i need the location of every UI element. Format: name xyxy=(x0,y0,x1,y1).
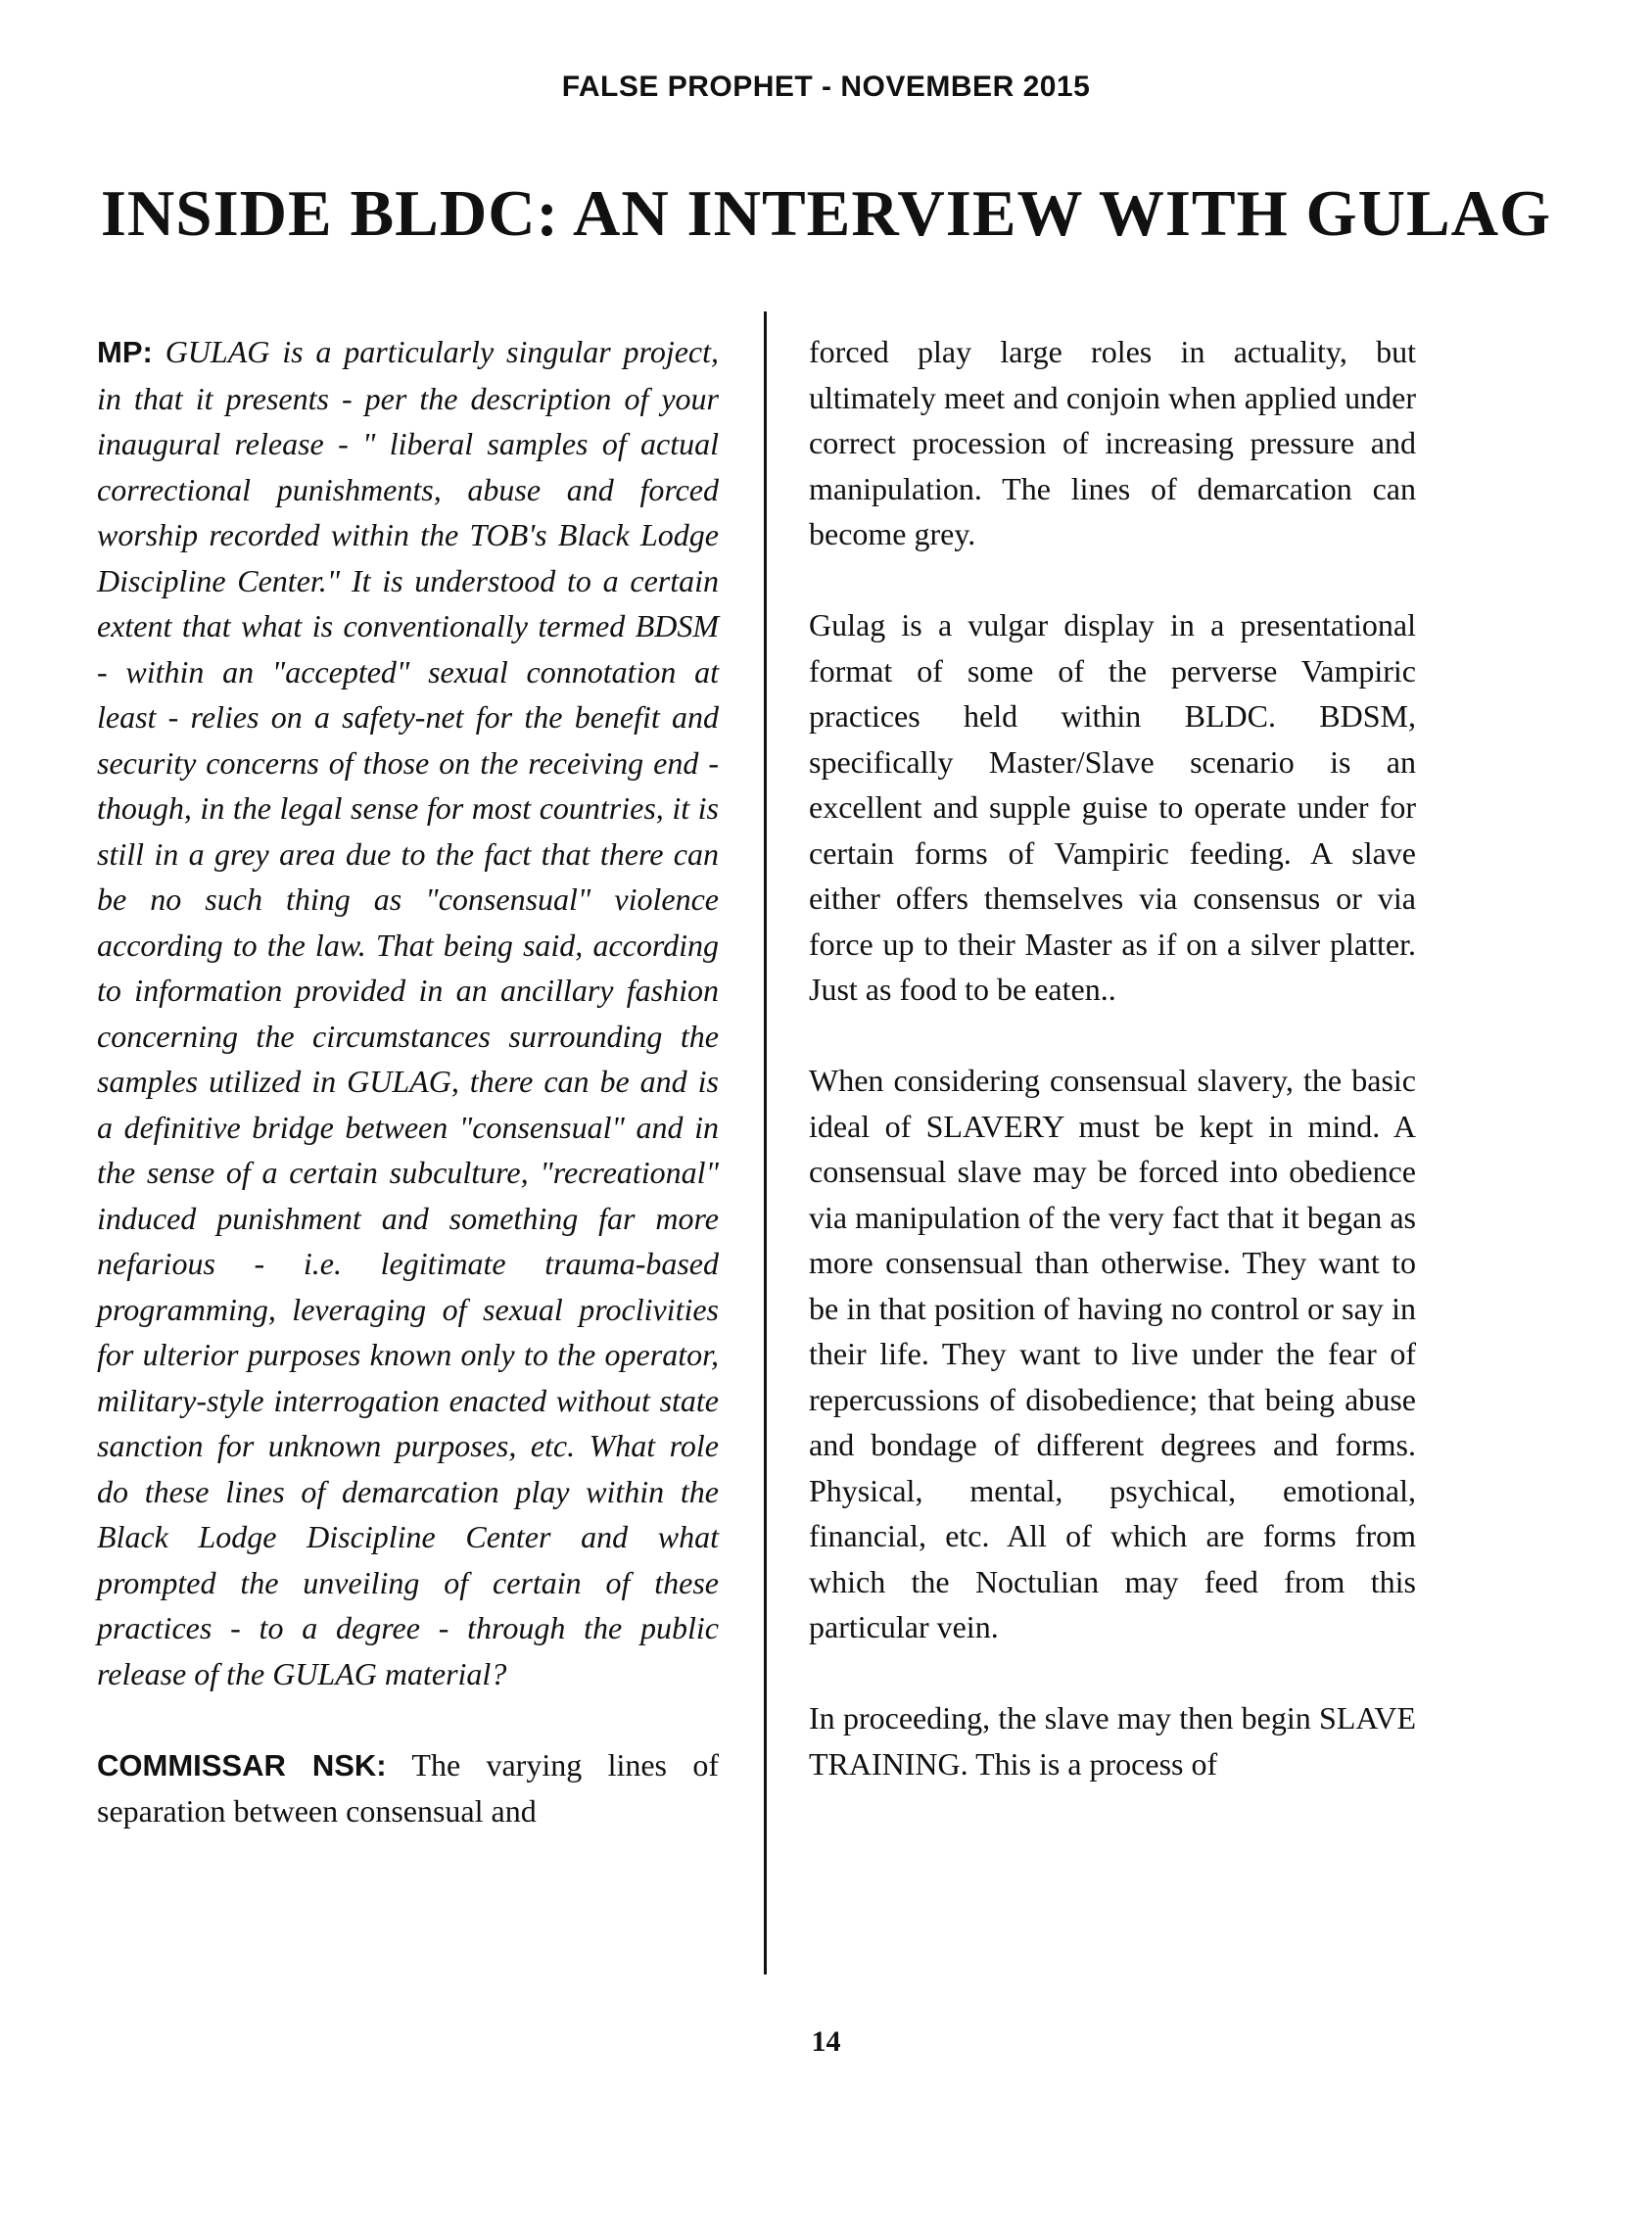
body-paragraph: forced play large roles in actuality, but ultimately meet and conjoin when applied under correct procession of increasing pressure and manipulation. The lines of demarcation can become grey. xyxy=(809,334,1416,551)
left-column xyxy=(97,329,719,1834)
page-number: 14 xyxy=(811,2025,841,2058)
right-column xyxy=(809,329,1416,1786)
question-text: GULAG is a particularly singular project, in that it presents - per the description of your inaugural release - " liberal samples of actual correctional punishments, abuse and forced worship recorded within the TOB's Black Lodge Discipline Center." It is understood to a certain extent that what is conventionally termed BDSM - within an "accepted" sexual connotation at least - relies on a safety-net for the benefit and security concerns of those on the receiving end - though, in the legal sense for most countries, it is still in a grey area due to the fact that there can be no such thing as "consensual" violence according to the law. That being said, according to information provided in an ancillary fashion concerning the circumstances surrounding the samples utilized in GULAG, there can be and is a definitive bridge between "consensual" and in the sense of a certain subculture, "recreational" induced punishment and something far more nefarious - i.e. legitimate trauma-based programming, leveraging of sexual proclivities for ulterior purposes known only to the operator, military-style interrogation enacted without state sanction for unknown purposes, etc. What role do these lines of demarcation play within the Black Lodge Discipline Center and what prompted the unveiling of certain of these practices - to a degree - through the public release of the GULAG material? xyxy=(97,334,720,1691)
body-paragraph: When considering consensual slavery, the basic ideal of SLAVERY must be kept in mind. A consensual slave may be forced into obedience via manipulation of the very fact that it began as more consensual than otherwise. They want to be in that position of having no control or say in their life. They want to live under the fear of repercussions of disobedience; that being abuse and bondage of different degrees and forms. Physical, mental, psychical, emotional, financial, etc. All of which are forms from which the Noctulian may feed from this particular vein. xyxy=(809,1063,1416,1644)
question-speaker: MP: xyxy=(97,335,153,369)
running-header: FALSE PROPHET - NOVEMBER 2015 xyxy=(561,71,1091,103)
column-divider xyxy=(764,311,767,1974)
question-paragraph xyxy=(97,329,719,1696)
body-paragraph: Gulag is a vulgar display in a presentational format of some of the perverse Vampiric practices held within BLDC. BDSM, specifically Master/Slave scenario is an excellent and supple guise to operate under for certain forms of Vampiric feeding. A slave either offers themselves via consensus or via force up to their Master as if on a silver platter. Just as food to be eaten.. xyxy=(809,607,1416,1007)
answer-text: The varying lines of separation between consensual and xyxy=(97,1746,720,1829)
body-paragraph: In proceeding, the slave may then begin SLAVE TRAINING. This is a process of xyxy=(809,1700,1416,1782)
answer-speaker: COMMISSAR NSK: xyxy=(97,1747,387,1783)
article-title: INSIDE BLDC: AN INTERVIEW WITH GULAG xyxy=(100,177,1552,250)
answer-paragraph xyxy=(97,1742,719,1834)
